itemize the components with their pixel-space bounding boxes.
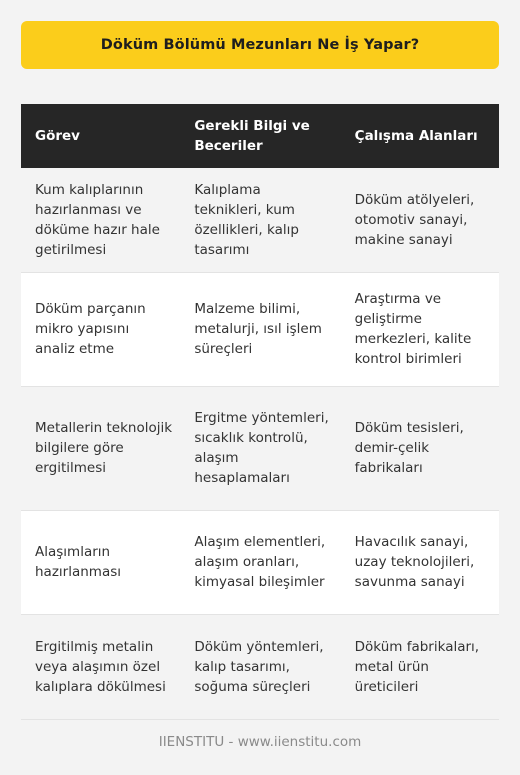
title-banner <box>21 21 499 69</box>
table-header-row <box>21 104 499 168</box>
table-cell-task: Metallerin teknolojik bilgilere göre ergitilmesi <box>21 386 180 510</box>
table-row <box>21 510 499 614</box>
table-cell-work-areas: Havacılık sanayi, uzay teknolojileri, savunma sanayi <box>340 510 499 614</box>
page-title: Döküm Bölümü Mezunları Ne İş Yapar? <box>100 37 420 53</box>
table-cell-task: Kum kalıplarının hazırlanması ve döküme hazır hale getirilmesi <box>21 168 180 272</box>
table-cell-work-areas: Döküm atölyeleri, otomotiv sanayi, makine sanayi <box>340 168 499 272</box>
table-cell-work-areas: Döküm tesisleri, demir-çelik fabrikaları <box>340 386 499 510</box>
table-cell-task: Ergitilmiş metalin veya alaşımın özel kalıplara dökülmesi <box>21 614 180 719</box>
table-row <box>21 168 499 272</box>
table-cell-skills: Malzeme bilimi, metalurji, ısıl işlem süreçleri <box>180 272 339 386</box>
info-table <box>21 104 499 720</box>
table-cell-work-areas: Araştırma ve geliştirme merkezleri, kalite kontrol birimleri <box>340 272 499 386</box>
table-cell-work-areas: Döküm fabrikaları, metal ürün üreticileri <box>340 614 499 719</box>
footer-credit: IIENSTITU - www.iienstitu.com <box>158 734 362 750</box>
table-row <box>21 386 499 510</box>
table-row <box>21 272 499 386</box>
table-cell-skills: Alaşım elementleri, alaşım oranları, kimyasal bileşimler <box>180 510 339 614</box>
table-row <box>21 614 499 719</box>
table-cell-skills: Döküm yöntemleri, kalıp tasarımı, soğuma süreçleri <box>180 614 339 719</box>
table-cell-task: Döküm parçanın mikro yapısını analiz etme <box>21 272 180 386</box>
table-cell-skills: Kalıplama teknikleri, kum özellikleri, kalıp tasarımı <box>180 168 339 272</box>
table-cell-task: Alaşımların hazırlanması <box>21 510 180 614</box>
column-header-work-areas: Çalışma Alanları <box>340 104 499 168</box>
column-header-skills: Gerekli Bilgi ve Beceriler <box>180 104 339 168</box>
column-header-task: Görev <box>21 104 180 168</box>
table-cell-skills: Ergitme yöntemleri, sıcaklık kontrolü, alaşım hesaplamaları <box>180 386 339 510</box>
